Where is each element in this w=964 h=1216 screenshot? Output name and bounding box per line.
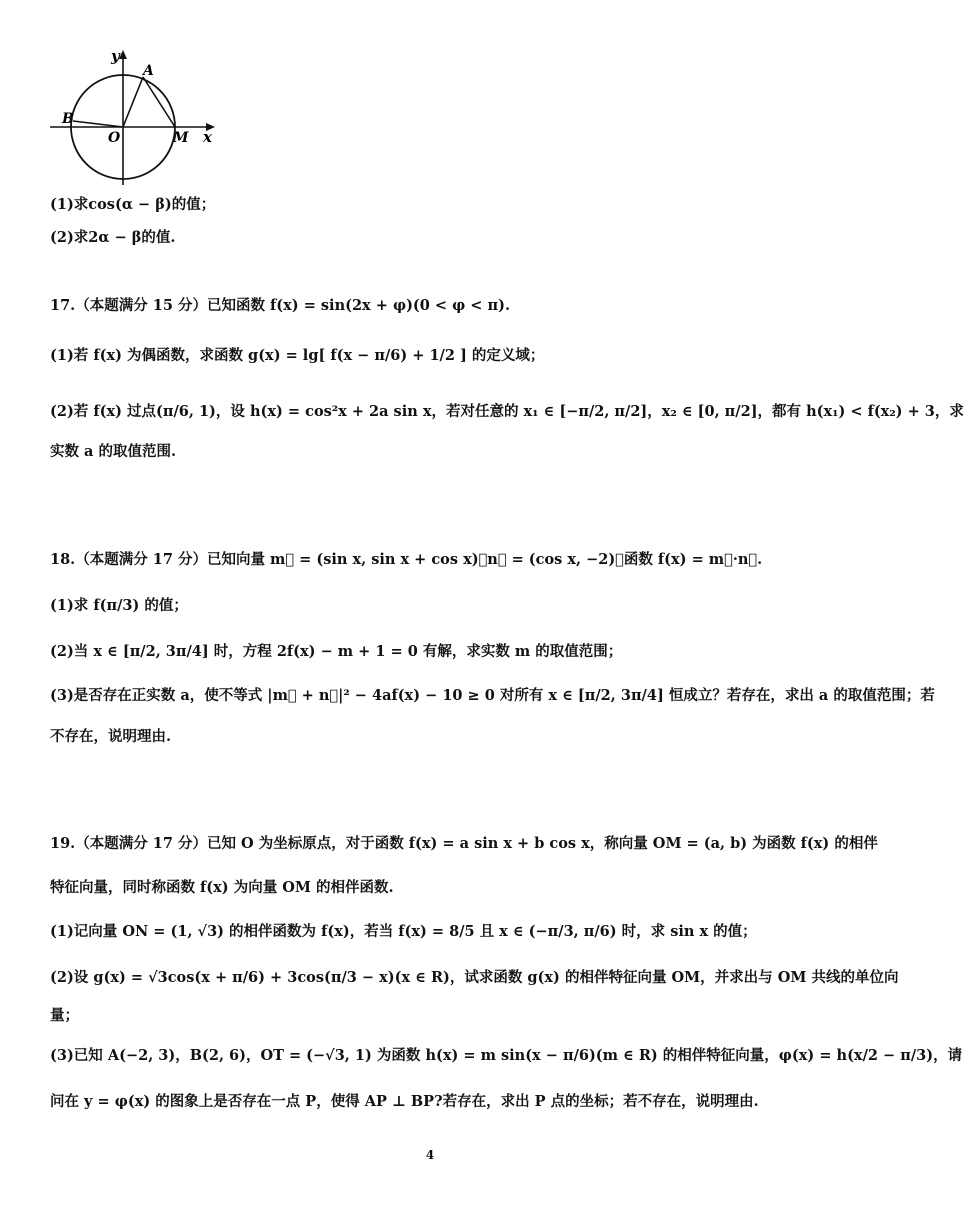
q19-part2: (2)设 g(x) = √3cos(x + π/6) + 3cos(π/3 − x)(x ∈ R)，试求函数 g(x) 的相伴特征向量 OM，并求出与 OM 共线的单位向 bbox=[50, 969, 899, 986]
q18-part1: (1)求 f(π/3) 的值； bbox=[50, 597, 188, 614]
y-axis-arrow bbox=[119, 50, 127, 59]
label-x: x bbox=[203, 128, 212, 146]
q19-stem-cont: 特征向量，同时称函数 f(x) 为向量 OM 的相伴函数. bbox=[50, 879, 394, 896]
segment-OB bbox=[73, 121, 123, 127]
q19-part1: (1)记向量 ON = (1, √3) 的相伴函数为 f(x)，若当 f(x) = 8/5 且 x ∈ (−π/3, π/6) 时，求 sin x 的值； bbox=[50, 923, 757, 940]
unit-circle-figure bbox=[45, 45, 225, 195]
q18-part2: (2)当 x ∈ [π/2, 3π/4] 时，方程 2f(x) − m + 1 = 0 有解，求实数 m 的取值范围； bbox=[50, 643, 623, 660]
q17-stem: 17.（本题满分 15 分）已知函数 f(x) = sin(2x + φ)(0 < φ < π). bbox=[50, 297, 511, 314]
segment-AM bbox=[143, 77, 175, 127]
q18-stem: 18.（本题满分 17 分）已知向量 m⃗ = (sin x, sin x + cos x)，n⃗ = (cos x, −2)，函数 f(x) = m⃗·n⃗. bbox=[50, 551, 763, 568]
label-A: A bbox=[143, 63, 154, 79]
q16-part1: (1)求cos(α − β)的值； bbox=[50, 196, 216, 213]
q17-part2: (2)若 f(x) 过点(π/6, 1)，设 h(x) = cos²x + 2a sin x，若对任意的 x₁ ∈ [−π/2, π/2]，x₂ ∈ [0, π/2]，都有 h(x₁) < f(x₂) + 3，求 bbox=[50, 403, 964, 420]
q18-part3: (3)是否存在正实数 a，使不等式 |m⃗ + n⃗|² − 4af(x) − 10 ≥ 0 对所有 x ∈ [π/2, 3π/4] 恒成立？若存在，求出 a 的取值范围；若 bbox=[50, 687, 935, 704]
q19-part2-cont: 量； bbox=[50, 1007, 79, 1024]
page-number: 4 bbox=[425, 1148, 435, 1162]
q19-part3-cont: 问在 y = φ(x) 的图象上是否存在一点 P，使得 AP ⊥ BP?若存在，求出 P 点的坐标；若不存在，说明理由. bbox=[50, 1093, 759, 1110]
label-y: y bbox=[111, 47, 120, 65]
q17-part1: (1)若 f(x) 为偶函数，求函数 g(x) = lg[ f(x − π/6) + 1/2 ] 的定义域； bbox=[50, 347, 545, 364]
label-B: B bbox=[62, 111, 74, 127]
q19-part3: (3)已知 A(−2, 3)，B(2, 6)，OT = (−√3, 1) 为函数 h(x) = m sin(x − π/6)(m ∈ R) 的相伴特征向量，φ(x) = h(x/2 − π/3)，请 bbox=[50, 1047, 963, 1064]
segment-OA bbox=[123, 77, 143, 127]
label-M: M bbox=[173, 130, 189, 146]
label-O: O bbox=[108, 130, 121, 146]
q17-part2-cont: 实数 a 的取值范围. bbox=[50, 443, 177, 460]
q16-part2: (2)求2α − β的值. bbox=[50, 229, 176, 246]
q18-part3-cont: 不存在，说明理由. bbox=[50, 728, 172, 745]
q19-stem: 19.（本题满分 17 分）已知 O 为坐标原点，对于函数 f(x) = a sin x + b cos x，称向量 OM = (a, b) 为函数 f(x) 的相伴 bbox=[50, 835, 878, 852]
